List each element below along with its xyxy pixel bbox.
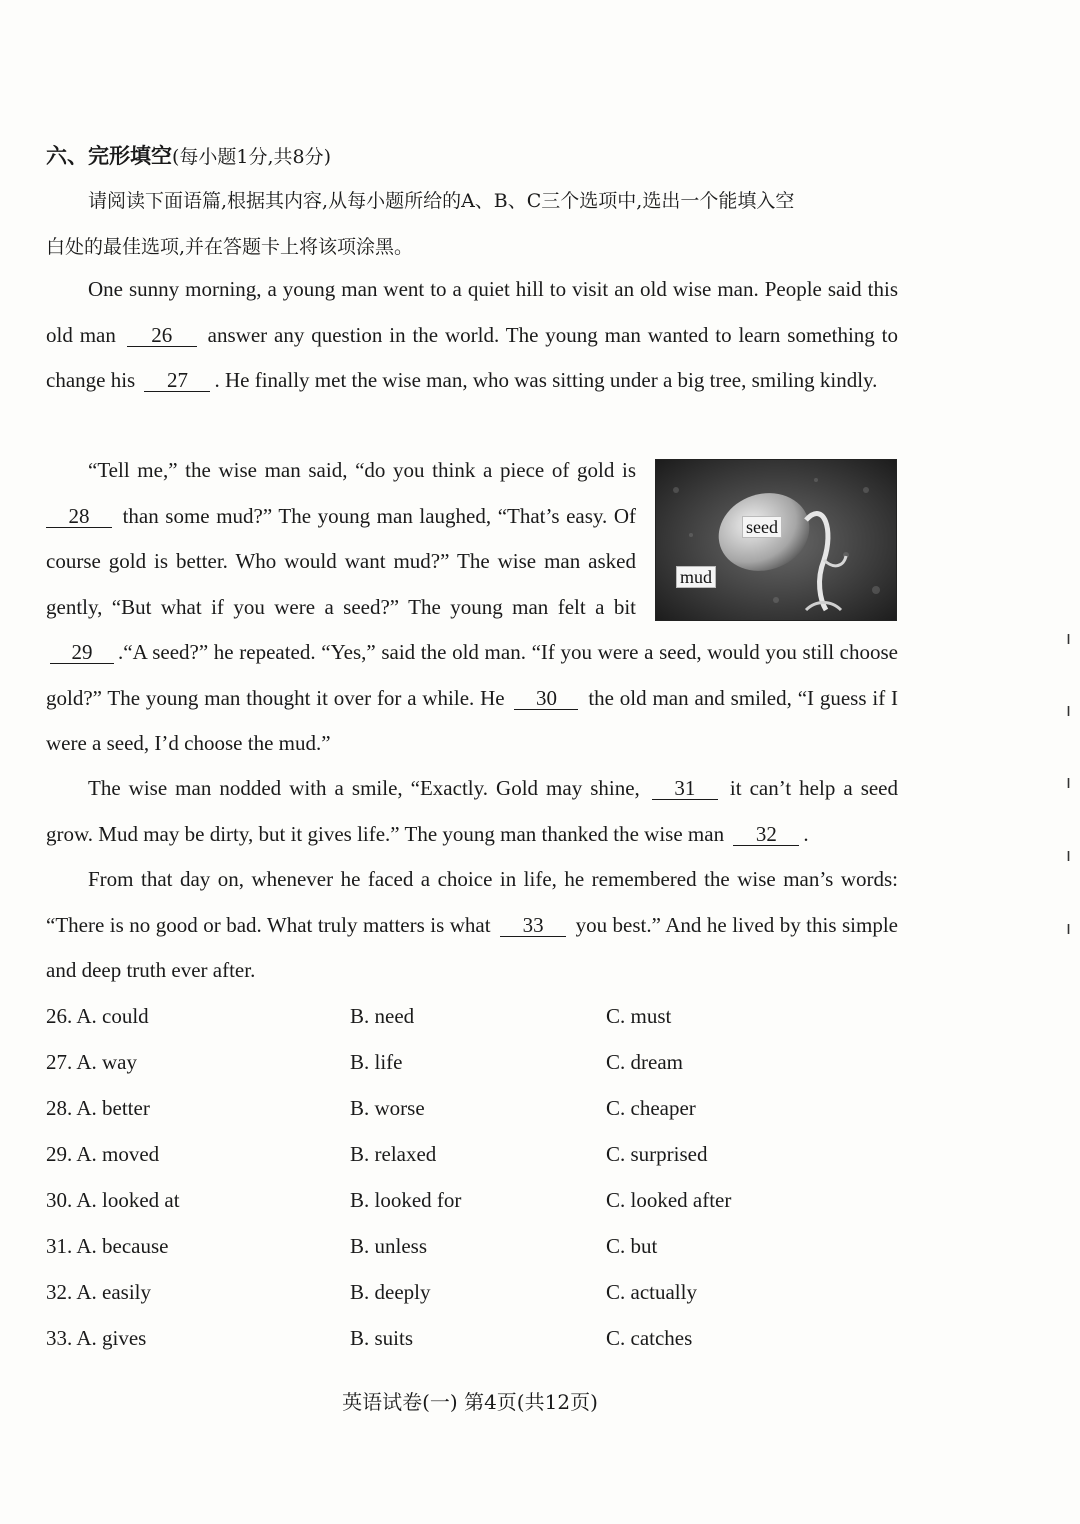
blank-27: 27 <box>144 369 210 392</box>
blank-33: 33 <box>500 914 566 937</box>
passage-paragraph-2 <box>46 448 898 767</box>
option-c: C. looked after <box>606 1188 732 1212</box>
passage-text: The wise man nodded with a smile, “Exactly. Gold may shine, <box>88 776 640 800</box>
section-title: 六、完形填空 <box>46 144 172 168</box>
option-b: B. suits <box>350 1326 414 1350</box>
question-30-options <box>46 1180 906 1226</box>
passage-text: you best.” And he lived by this simple and deep truth ever after. <box>46 912 898 982</box>
option-c: C. cheaper <box>606 1096 696 1120</box>
edge-mark: ı <box>1066 772 1072 793</box>
option-c: C. must <box>606 1004 672 1028</box>
option-b: B. life <box>350 1050 403 1074</box>
edge-mark: ı <box>1066 628 1072 649</box>
question-29-options <box>46 1134 906 1180</box>
passage-text: . He finally met the wise man, who was sitting under a big tree, smiling kindly. <box>214 368 878 392</box>
picture-spacer <box>636 448 898 628</box>
passage-text: than some mud?” The young man laughed, “That’s easy. Of course gold is better. Who would want mud?” The wise man asked gently, “But what if you were a seed?” The young man felt a bit <box>46 503 637 619</box>
option-c: C. catches <box>606 1326 693 1350</box>
instructions-line-2: 白处的最佳选项,并在答题卡上将该项涂黑。 <box>46 236 414 258</box>
instructions-line-1: 请阅读下面语篇,根据其内容,从每小题所给的A、B、C三个选项中,选出一个能填入空 <box>88 190 795 212</box>
edge-mark: ı <box>1066 918 1072 939</box>
blank-30: 30 <box>514 687 578 710</box>
option-a: 33. A. gives <box>46 1326 147 1350</box>
option-b: B. relaxed <box>350 1142 437 1166</box>
blank-26: 26 <box>127 324 197 347</box>
seed-label: seed <box>742 516 782 538</box>
question-27-options <box>46 1042 906 1088</box>
option-a: 27. A. way <box>46 1050 137 1074</box>
blank-29: 29 <box>50 641 114 664</box>
option-b: B. deeply <box>350 1280 431 1304</box>
section-heading <box>46 140 331 170</box>
option-a: 26. A. could <box>46 1004 149 1028</box>
blank-31: 31 <box>652 777 718 800</box>
option-b: B. looked for <box>350 1188 462 1212</box>
option-a: 28. A. better <box>46 1096 150 1120</box>
edge-mark: ı <box>1066 700 1072 721</box>
option-b: B. worse <box>350 1096 425 1120</box>
option-b: B. need <box>350 1004 415 1028</box>
option-a: 29. A. moved <box>46 1142 160 1166</box>
passage-text: .“A seed?” he repeated. “Yes,” said the old man. “If you were a seed, would you still choose gold?” The young man thought it over for a while. He <box>46 640 898 710</box>
section-score-note: (每小题1分,共8分) <box>172 146 332 168</box>
option-a: 32. A. easily <box>46 1280 151 1304</box>
passage-text: “Tell me,” the wise man said, “do you think a piece of gold is <box>88 458 636 482</box>
page-footer: 英语试卷(一) 第4页(共12页) <box>342 1390 598 1414</box>
option-c: C. dream <box>606 1050 683 1074</box>
passage-text: it can’t help a seed grow. Mud may be dirty, but it gives life.” The young man thanked the wise man <box>46 776 899 846</box>
blank-32: 32 <box>733 823 799 846</box>
mud-label: mud <box>676 566 716 588</box>
question-26-options <box>46 996 906 1042</box>
passage-text: From that day on, whenever he faced a choice in life, he remembered the wise man’s words: “There is no good or bad. What truly matters is what <box>46 867 898 937</box>
passage-text: One sunny morning, a young man went to a quiet hill to visit an old wise man. People said this old man <box>46 277 898 347</box>
instructions <box>46 178 898 270</box>
question-33-options <box>46 1318 906 1364</box>
blank-28: 28 <box>46 505 112 528</box>
passage-text: the old man and smiled, “I guess if I were a seed, I’d choose the mud.” <box>46 685 899 755</box>
option-b: B. unless <box>350 1234 428 1258</box>
passage-paragraph-1 <box>46 267 898 404</box>
passage-paragraph-3 <box>46 766 898 857</box>
question-32-options <box>46 1272 906 1318</box>
option-c: C. actually <box>606 1280 697 1304</box>
passage-text: answer any question in the world. The young man wanted to learn something to change his <box>46 322 899 392</box>
option-c: C. but <box>606 1234 658 1258</box>
edge-mark: ı <box>1066 845 1072 866</box>
passage-paragraph-4 <box>46 857 898 994</box>
option-a: 30. A. looked at <box>46 1188 180 1212</box>
passage-text: . <box>803 821 809 846</box>
option-a: 31. A. because <box>46 1234 169 1258</box>
answer-options <box>46 996 906 1364</box>
question-31-options <box>46 1226 906 1272</box>
question-28-options <box>46 1088 906 1134</box>
option-c: C. surprised <box>606 1142 708 1166</box>
